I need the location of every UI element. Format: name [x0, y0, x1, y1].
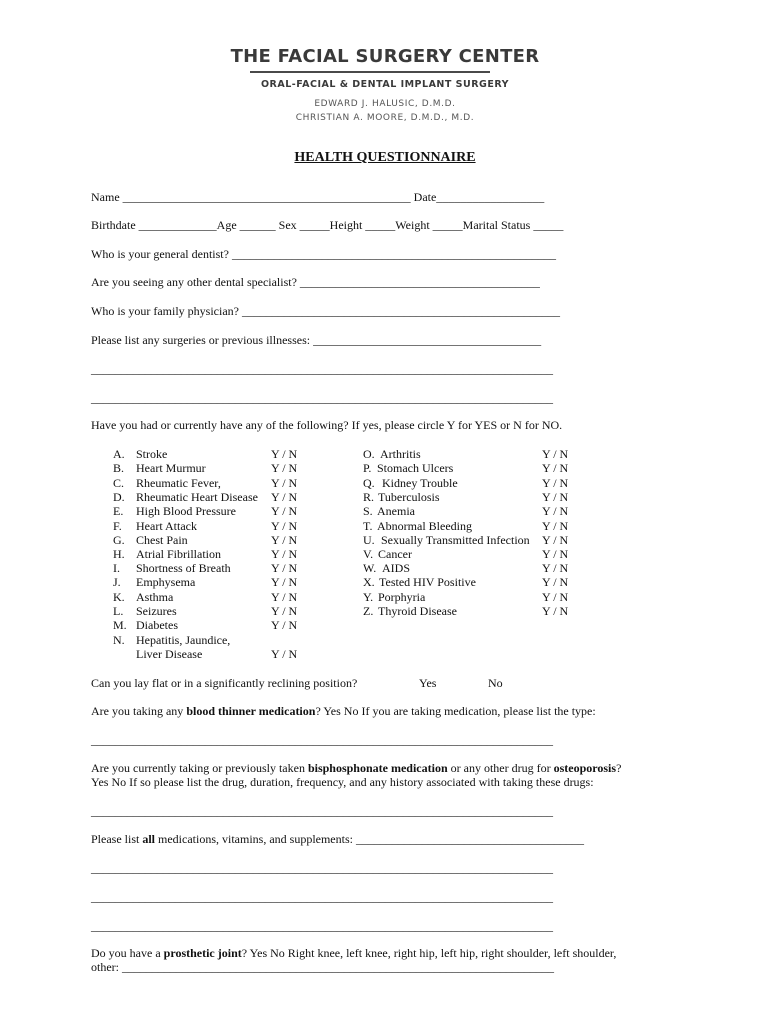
condition-name: Heart Attack	[136, 518, 197, 533]
form-title: HEALTH QUESTIONNAIRE	[294, 150, 476, 165]
condition-name: Anemia	[377, 504, 415, 518]
condition-name: Kidney Trouble	[382, 475, 458, 490]
recline-yes-option[interactable]: Yes	[419, 676, 437, 690]
medications-blank-line[interactable]: _____________________________________________________________________________	[91, 861, 553, 875]
yes-no-choice[interactable]: Y / N	[542, 532, 569, 547]
surgeries-blank-line[interactable]: _____________________________________________________________________________	[91, 391, 553, 405]
yes-no-choice[interactable]: Y / N	[271, 447, 298, 461]
condition-letter: E.	[113, 504, 124, 518]
condition-name: Shortness of Breath	[136, 561, 231, 575]
birthdate-field-row[interactable]: Birthdate _____________Age ______ Sex _____Height _____Weight _____Marital Status _____	[91, 218, 564, 232]
dental-specialist-field[interactable]: Are you seeing any other dental specialist? ________________________________________	[91, 275, 540, 289]
yes-no-choice[interactable]: Y / N	[542, 504, 569, 518]
yes-no-choice[interactable]: Y / N	[542, 490, 569, 504]
yes-no-choice[interactable]: Y / N	[542, 589, 569, 604]
yes-no-choice[interactable]: Y / N	[542, 575, 569, 589]
doctor-name: CHRISTIAN A. MOORE, D.M.D., M.D.	[295, 113, 475, 123]
question-text: medications, vitamins, and supplements: ______________________________________	[155, 832, 584, 846]
question-text: ? Yes No Right knee, left knee, right hip, left hip, right shoulder, left shoulder,	[241, 946, 617, 960]
condition-name: Tested HIV Positive	[379, 575, 476, 589]
condition-name: Thyroid Disease	[378, 604, 457, 618]
condition-name: Rheumatic Fever,	[136, 475, 221, 490]
condition-letter: N.	[113, 632, 125, 647]
yes-no-choice[interactable]: Y / N	[542, 518, 569, 533]
yes-no-choice[interactable]: Y / N	[542, 604, 569, 618]
condition-name: High Blood Pressure	[136, 504, 236, 518]
condition-letter: W.	[363, 561, 377, 575]
question-emphasis: osteoporosis	[553, 761, 617, 775]
prosthetic-joint-other-field[interactable]: other: ________________________________________________________________________	[91, 960, 554, 974]
yes-no-choice[interactable]: Y / N	[271, 561, 298, 575]
condition-letter: A.	[113, 447, 125, 461]
org-name: THE FACIAL SURGERY CENTER	[230, 46, 540, 67]
yes-no-choice[interactable]: Y / N	[271, 618, 298, 632]
condition-letter: D.	[113, 490, 125, 504]
condition-name: Rheumatic Heart Disease	[136, 490, 258, 504]
yes-no-choice[interactable]: Y / N	[271, 490, 298, 504]
condition-name: Porphyria	[378, 589, 426, 604]
recline-no-option[interactable]: No	[488, 676, 503, 690]
question-text: ?	[616, 761, 622, 775]
name-date-field[interactable]: Name ________________________________________________ Date__________________	[91, 190, 545, 204]
condition-name: Stroke	[136, 447, 168, 461]
medications-field[interactable]	[91, 832, 584, 847]
condition-name: Asthma	[136, 589, 174, 604]
yes-no-choice[interactable]: Y / N	[542, 447, 569, 461]
yes-no-choice[interactable]: Y / N	[271, 575, 298, 589]
conditions-prompt: Have you had or currently have any of the following? If yes, please circle Y for YES or N for NO.	[91, 418, 563, 432]
condition-letter: O.	[363, 447, 375, 461]
condition-letter: K.	[113, 589, 125, 604]
condition-letter: Y.	[363, 589, 374, 604]
yes-no-choice[interactable]: Y / N	[271, 647, 298, 661]
question-text: Do you have a	[91, 946, 164, 960]
condition-name: Liver Disease	[136, 647, 203, 661]
condition-name: Arthritis	[380, 447, 421, 461]
bisphosphonate-question	[91, 761, 621, 776]
condition-letter: Q.	[363, 475, 375, 490]
question-text: Are you taking any	[91, 704, 187, 718]
org-subtitle: ORAL-FACIAL & DENTAL IMPLANT SURGERY	[260, 79, 509, 90]
condition-letter: G.	[113, 532, 125, 547]
surgeries-blank-line[interactable]: _____________________________________________________________________________	[91, 362, 553, 376]
condition-letter: X.	[363, 575, 375, 589]
yes-no-choice[interactable]: Y / N	[271, 518, 298, 533]
condition-letter: U.	[363, 532, 375, 547]
yes-no-choice[interactable]: Y / N	[542, 475, 569, 490]
question-text: Please list	[91, 832, 143, 846]
yes-no-choice[interactable]: Y / N	[271, 589, 298, 604]
condition-name: Hepatitis, Jaundice,	[136, 632, 231, 647]
family-physician-field[interactable]: Who is your family physician? _____________________________________________________	[91, 304, 560, 318]
bisphosphonate-answer-line[interactable]: _____________________________________________________________________________	[91, 804, 553, 818]
yes-no-choice[interactable]: Y / N	[271, 532, 298, 547]
recline-question: Can you lay flat or in a significantly reclining position?	[91, 676, 358, 690]
question-emphasis: all	[142, 832, 155, 846]
condition-name: Sexually Transmitted Infection	[381, 532, 530, 547]
surgeries-field[interactable]: Please list any surgeries or previous illnesses: ______________________________________	[91, 333, 542, 347]
yes-no-choice[interactable]: Y / N	[542, 461, 569, 475]
question-emphasis: prosthetic joint	[163, 946, 242, 960]
condition-letter: P.	[363, 461, 372, 475]
condition-name: Tuberculosis	[378, 490, 440, 504]
question-emphasis: bisphosphonate medication	[307, 761, 448, 775]
condition-name: Chest Pain	[136, 532, 188, 547]
yes-no-choice[interactable]: Y / N	[271, 475, 298, 490]
condition-letter: M.	[113, 618, 127, 632]
condition-letter: Z.	[363, 604, 374, 618]
condition-name: Emphysema	[136, 575, 196, 589]
condition-letter: C.	[113, 475, 125, 490]
condition-name: Diabetes	[136, 618, 178, 632]
condition-letter: S.	[363, 504, 373, 518]
condition-letter: H.	[113, 547, 125, 561]
yes-no-choice[interactable]: Y / N	[542, 547, 569, 561]
condition-name: Heart Murmur	[136, 461, 206, 475]
condition-letter: L.	[113, 604, 124, 618]
yes-no-choice[interactable]: Y / N	[271, 504, 298, 518]
condition-letter: I.	[113, 561, 120, 575]
condition-name: Cancer	[378, 547, 412, 561]
yes-no-choice[interactable]: Y / N	[271, 604, 298, 618]
prosthetic-joint-question	[91, 946, 616, 961]
condition-letter: V.	[363, 547, 374, 561]
condition-letter: T.	[363, 518, 373, 533]
condition-letter: F.	[113, 518, 122, 533]
condition-letter: B.	[113, 461, 125, 475]
question-text: ? Yes No If you are taking medication, please list the type:	[315, 704, 596, 718]
question-emphasis: blood thinner medication	[186, 704, 316, 718]
yes-no-choice[interactable]: Y / N	[271, 547, 298, 561]
medications-blank-line[interactable]: _____________________________________________________________________________	[91, 890, 553, 904]
question-text: Are you currently taking or previously taken	[91, 761, 308, 775]
yes-no-choice[interactable]: Y / N	[271, 461, 298, 475]
blood-thinner-answer-line[interactable]: _____________________________________________________________________________	[91, 733, 553, 747]
header-divider	[250, 71, 490, 73]
condition-name: Atrial Fibrillation	[136, 547, 221, 561]
blood-thinner-question	[91, 704, 596, 719]
condition-name: AIDS	[382, 561, 411, 575]
condition-letter: R.	[363, 490, 375, 504]
condition-letter: J.	[113, 575, 121, 589]
yes-no-choice[interactable]: Y / N	[542, 561, 569, 575]
medications-blank-line[interactable]: _____________________________________________________________________________	[91, 919, 553, 933]
question-text: or any other drug for	[447, 761, 554, 775]
bisphosphonate-yes-no-line[interactable]: Yes No If so please list the drug, duration, frequency, and any history associated with taking these drugs:	[91, 775, 594, 789]
condition-name: Seizures	[136, 604, 177, 618]
condition-name: Abnormal Bleeding	[377, 518, 472, 533]
general-dentist-field[interactable]: Who is your general dentist? ______________________________________________________	[91, 247, 556, 261]
doctor-name: EDWARD J. HALUSIC, D.M.D.	[314, 99, 456, 109]
condition-name: Stomach Ulcers	[377, 461, 454, 475]
